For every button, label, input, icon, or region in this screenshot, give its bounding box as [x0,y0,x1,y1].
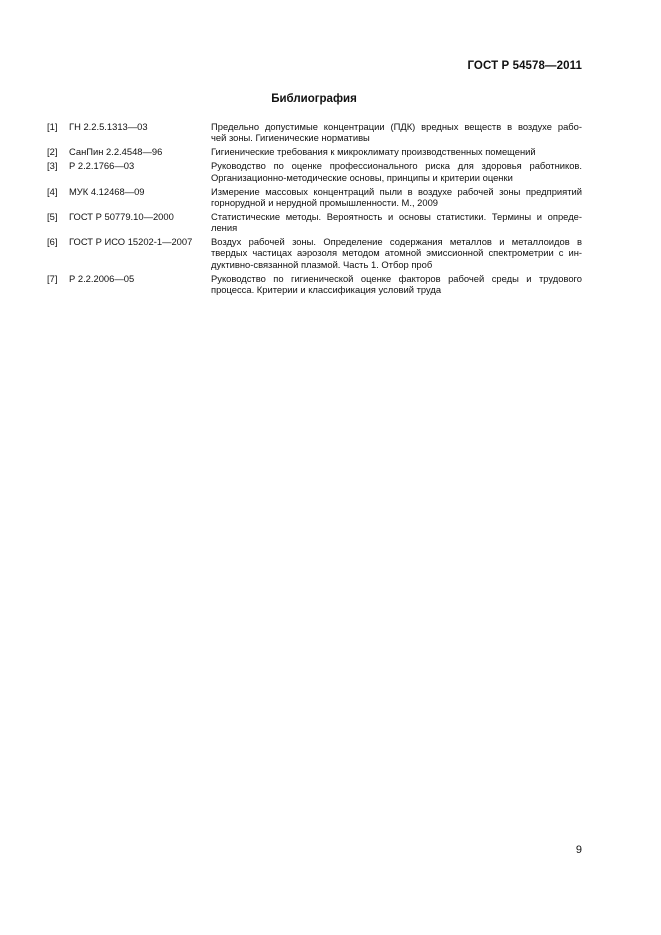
entry-description-line: Руководство по оценке профессионального риска для здоровья работников. [211,160,582,172]
entry-number: [4] [47,185,58,197]
entry-description [211,121,582,143]
entry-description-line: твердых частицах аэрозоля методом атомной эмиссионной спектрометрии с ин- [211,247,582,259]
entry-description [211,146,582,157]
bibliography-entry [47,273,582,295]
entry-description [211,236,582,270]
entry-number: [6] [47,236,58,248]
entry-number: [7] [47,272,58,284]
bibliography-entry [47,146,582,157]
entry-description-line: Руководство по гигиенической оценке факторов рабочей среды и трудового [211,272,582,284]
page-number: 9 [575,844,582,856]
entry-document-code: Р 2.2.1766—03 [69,160,135,172]
bibliography-entry [47,160,582,182]
entry-description [211,273,582,295]
entry-description-line: Организационно-методические основы, принципы и критерии оценки [211,171,513,183]
entry-description-line: Воздух рабочей зоны. Определение содержания металлов и металлоидов в [211,236,582,248]
entry-document-code: МУК 4.12468—09 [69,185,145,197]
entry-number: [3] [47,160,58,172]
entry-description-line: ления [211,222,238,234]
entry-number: [1] [47,121,58,132]
entry-description-line: Гигиенические требования к микроклимату производственных помещений [211,146,536,158]
bibliography-entry [47,211,582,233]
entry-description [211,160,582,182]
entry-description-line: Измерение массовых концентраций пыли в воздухе рабочей зоны предприятий [211,185,582,197]
entry-document-code: Р 2.2.2006—05 [69,272,135,284]
entry-description [211,211,582,233]
entry-document-code: ГН 2.2.5.1313—03 [69,121,148,132]
entry-description-line: дуктивно-связанной плазмой. Часть 1. Отбор проб [211,258,433,270]
entry-description-line: Предельно допустимые концентрации (ПДК) вредных веществ в воздухе рабо- [211,121,582,132]
entry-document-code: СанПин 2.2.4548—96 [69,146,163,158]
entry-number: [5] [47,210,58,222]
document-code: ГОСТ Р 54578—2011 [467,60,582,72]
bibliography-entry [47,121,582,143]
entry-description-line: чей зоны. Гигиенические нормативы [211,132,370,144]
entry-description-line: процесса. Критерии и классификация условий труда [211,283,442,295]
entry-description-line: Статистические методы. Вероятность и основы статистики. Термины и опреде- [211,210,582,222]
entry-number: [2] [47,146,58,158]
bibliography-list [47,121,582,298]
bibliography-entry [47,236,582,270]
bibliography-entry [47,186,582,208]
entry-document-code: ГОСТ Р ИСО 15202-1—2007 [69,236,193,248]
entry-document-code: ГОСТ Р 50779.10—2000 [69,210,174,222]
entry-description-line: горнорудной и нерудной промышленности. М., 2009 [211,196,439,208]
entry-description [211,186,582,208]
bibliography-title: Библиография [271,93,357,105]
